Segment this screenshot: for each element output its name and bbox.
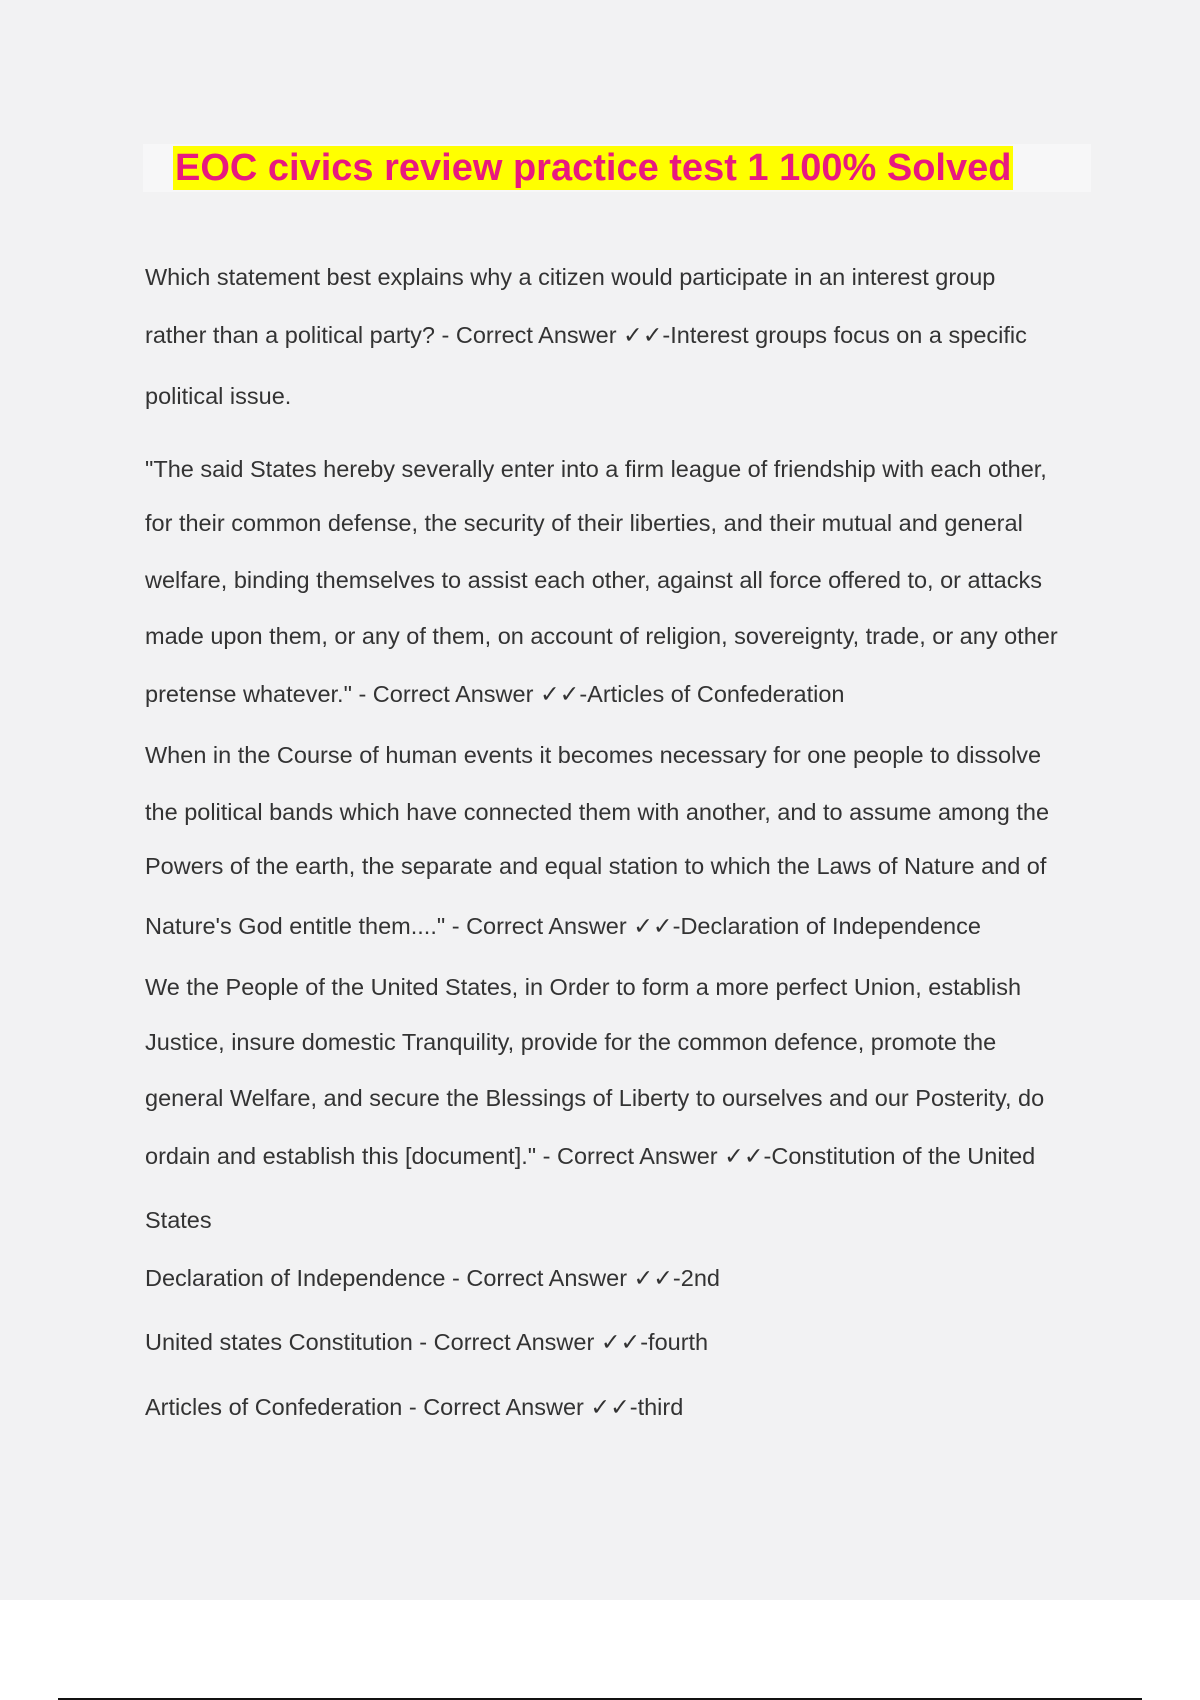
qa-7-line-1: Articles of Confederation - Correct Answer ✓✓-third: [145, 1394, 684, 1420]
qa-3-line-1: When in the Course of human events it becomes necessary for one people to dissolve: [145, 742, 1042, 768]
qa-1-line-1: Which statement best explains why a citizen would participate in an interest group: [145, 264, 996, 290]
qa-2-line-1: "The said States hereby severally enter into a firm league of friendship with each other,: [145, 456, 1047, 482]
qa-4-line-2: Justice, insure domestic Tranquility, provide for the common defence, promote the: [145, 1029, 997, 1055]
qa-3-line-3: Powers of the earth, the separate and equal station to which the Laws of Nature and of: [145, 853, 1047, 879]
qa-1-line-2: rather than a political party? - Correct Answer ✓✓-Interest groups focus on a specific: [145, 322, 1027, 348]
qa-4-line-3: general Welfare, and secure the Blessings of Liberty to ourselves and our Posterity, do: [145, 1085, 1045, 1111]
qa-4-line-1: We the People of the United States, in Order to form a more perfect Union, establish: [145, 974, 1022, 1000]
qa-4-line-4: ordain and establish this [document]." - Correct Answer ✓✓-Constitution of the United: [145, 1143, 1036, 1169]
qa-6-line-1: United states Constitution - Correct Answer ✓✓-fourth: [145, 1329, 709, 1355]
qa-2-line-4: made upon them, or any of them, on account of religion, sovereignty, trade, or any other: [145, 623, 1058, 649]
qa-2-line-5: pretense whatever." - Correct Answer ✓✓-Articles of Confederation: [145, 681, 845, 707]
qa-3-line-2: the political bands which have connected them with another, and to assume among the: [145, 799, 1050, 825]
qa-2-line-3: welfare, binding themselves to assist each other, against all force offered to, or attacks: [145, 567, 1042, 593]
qa-5-line-1: Declaration of Independence - Correct Answer ✓✓-2nd: [145, 1265, 720, 1291]
qa-3-line-4: Nature's God entitle them...." - Correct Answer ✓✓-Declaration of Independence: [145, 913, 981, 939]
qa-4-line-5: States: [145, 1207, 212, 1233]
qa-1-line-3: political issue.: [145, 383, 292, 409]
qa-2-line-2: for their common defense, the security of their liberties, and their mutual and general: [145, 510, 1023, 536]
document-title: EOC civics review practice test 1 100% Solved: [175, 147, 1012, 189]
